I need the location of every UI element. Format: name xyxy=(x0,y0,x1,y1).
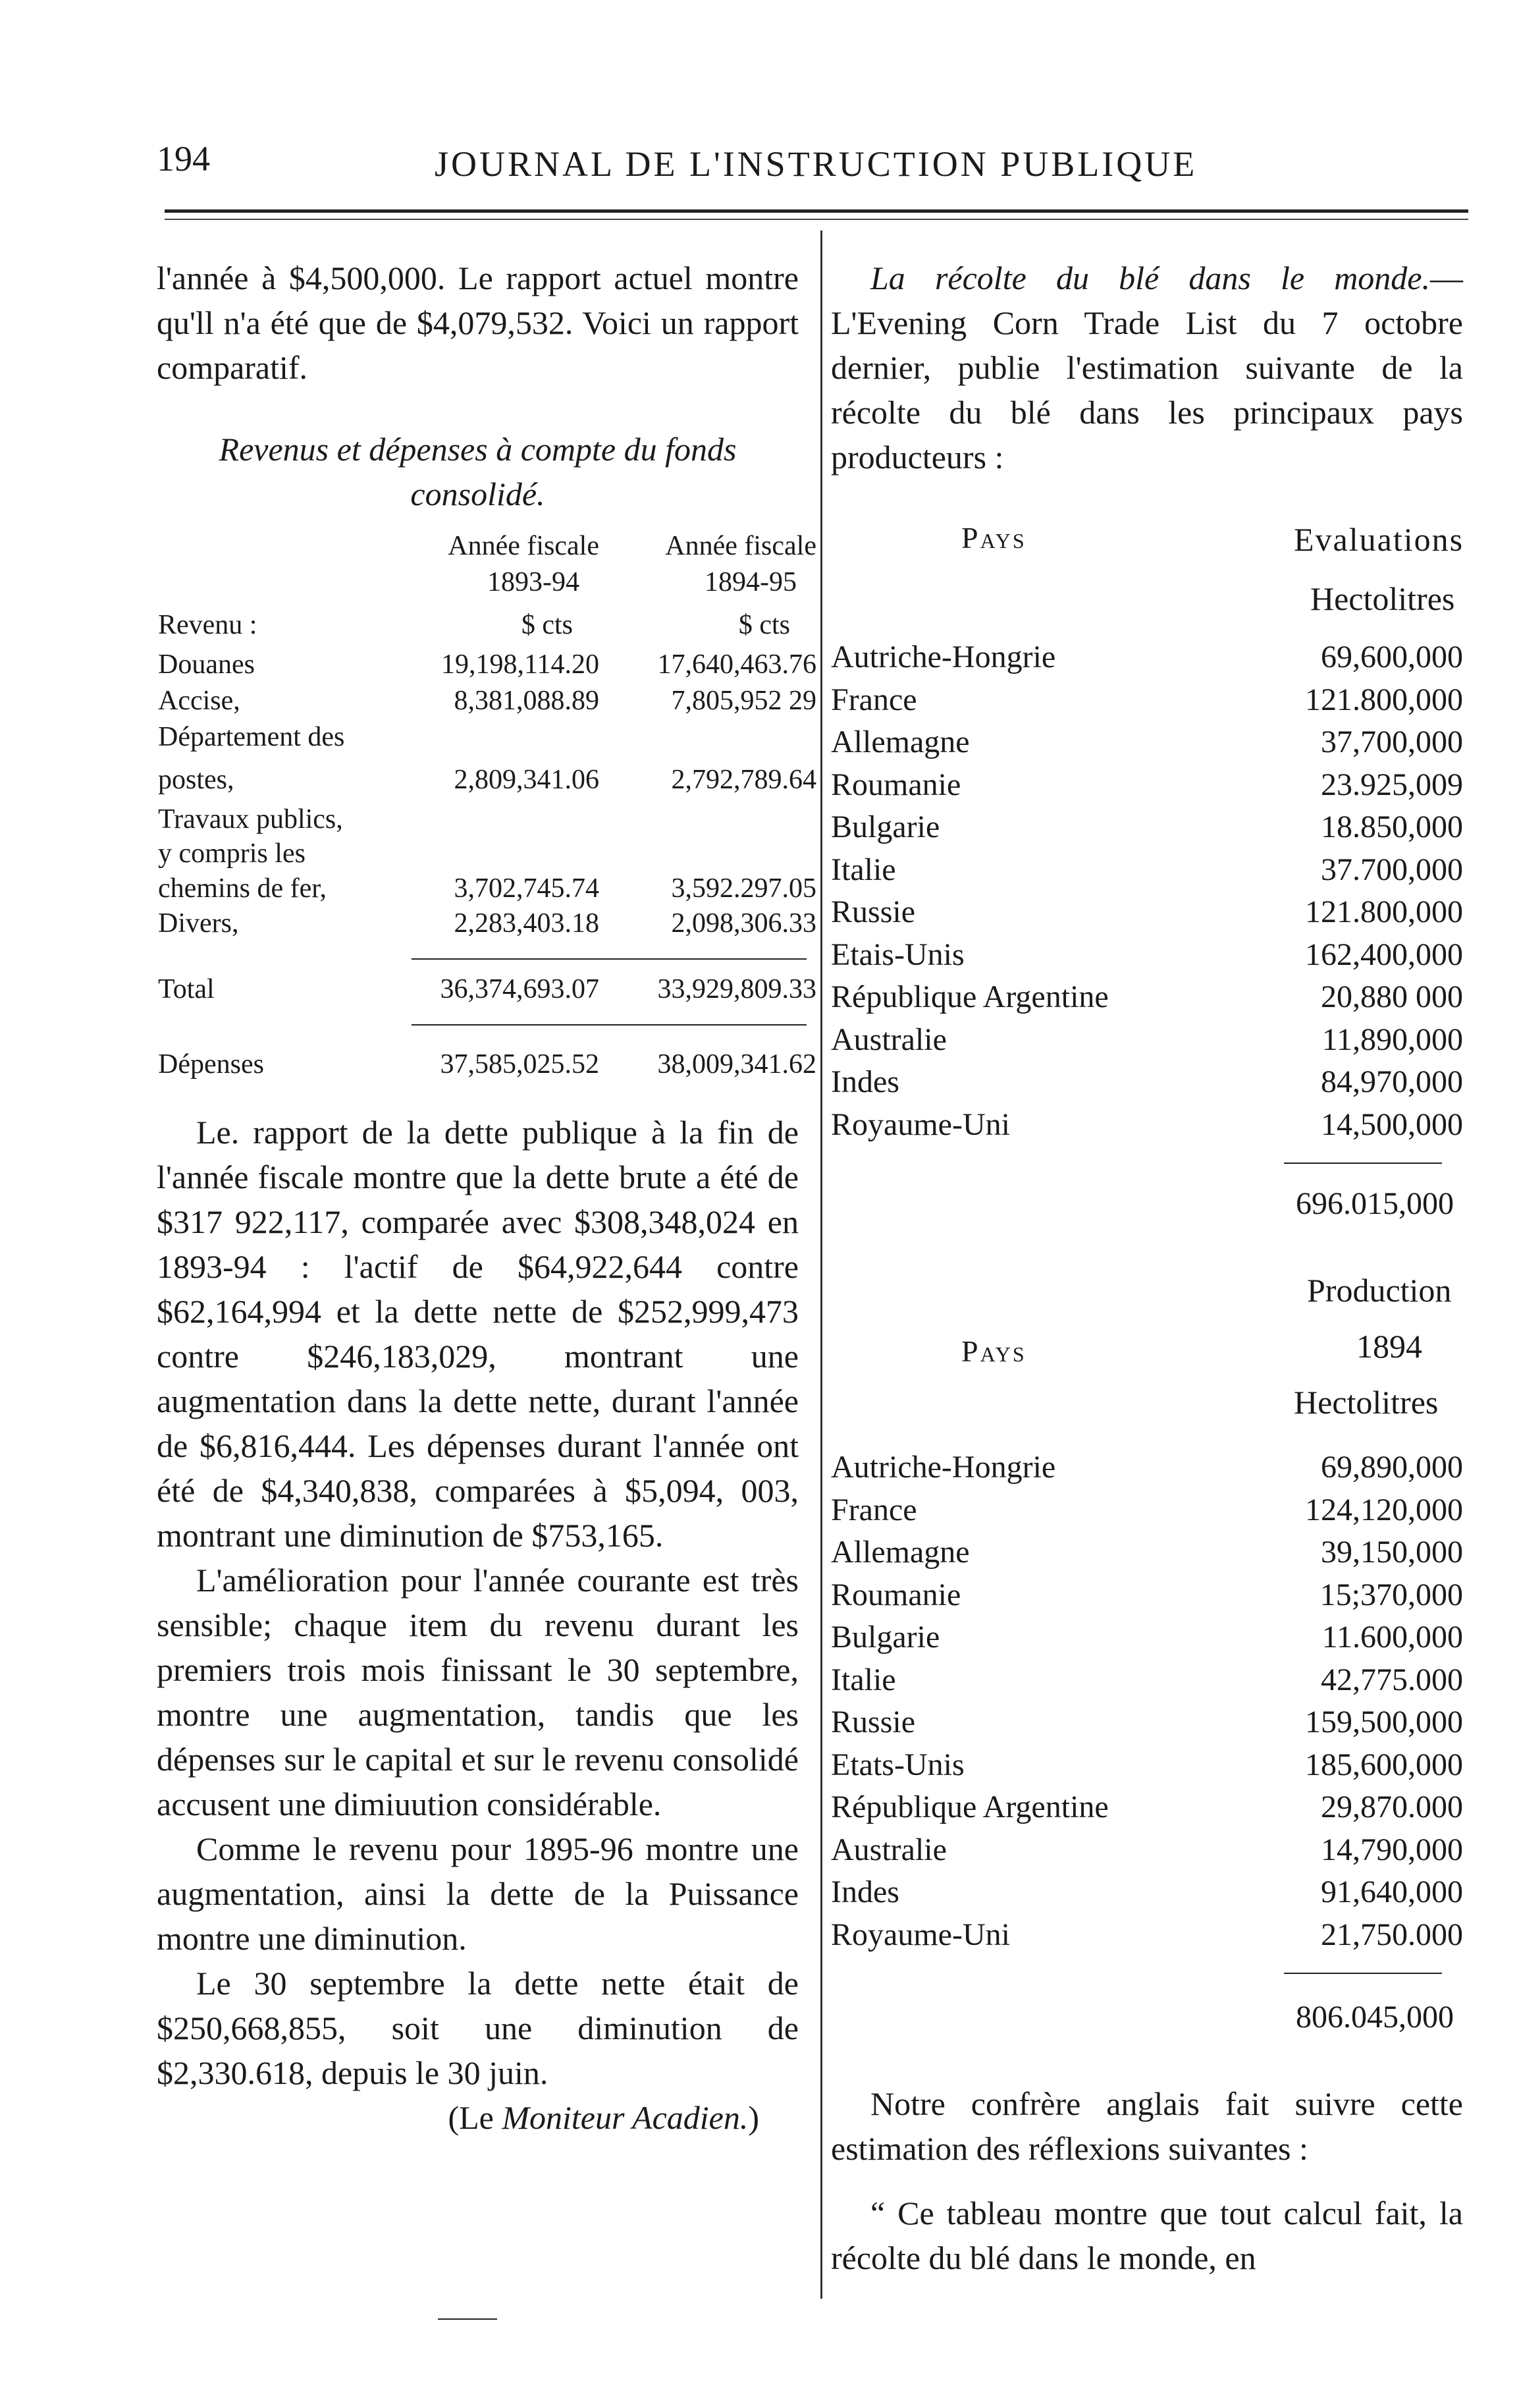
harvest-row xyxy=(831,1107,1463,1149)
harvest-country: Roumanie xyxy=(831,1577,961,1612)
harvest-value: 39,150,000 xyxy=(1321,1535,1463,1570)
source-citation xyxy=(157,2095,799,2140)
revenue-row-label: postes, xyxy=(158,765,234,795)
harvest-row xyxy=(831,1064,1463,1106)
revenue-row-label: Département des xyxy=(158,722,345,752)
t1-total-rule xyxy=(1284,1163,1442,1164)
harvest-country: Royaume-Uni xyxy=(831,1107,1010,1142)
harvest-value: 14,500,000 xyxy=(1321,1107,1463,1142)
harvest-value: 69,890,000 xyxy=(1321,1450,1463,1485)
harvest-value: 42,775.000 xyxy=(1321,1662,1463,1697)
running-title: JOURNAL DE L'INSTRUCTION PUBLIQUE xyxy=(435,144,1198,184)
harvest-row xyxy=(831,809,1463,851)
harvest-value: 23.925,009 xyxy=(1321,767,1463,802)
col2-year: 1894-95 xyxy=(705,567,797,597)
recolte-body: —L'Evening Corn Trade List du 7 octobre dernier, publie l'estimation suivante de la récolte du blé dans les principaux pays producteurs : xyxy=(831,260,1463,476)
amelioration-paragraph: L'amélioration pour l'année courante est très sensible; chaque item du revenu durant les premiers trois mois finissant le 30 septembre, montre une augmentation, tandis que les dépenses sur le capital et sur le revenu consolidé accusent une dimiuution considérable. xyxy=(157,1562,799,1822)
harvest-country: Etais-Unis xyxy=(831,937,965,972)
depenses-v2: 38,009,341.62 xyxy=(657,1049,816,1080)
revenue-row-v2: 7,805,952 29 xyxy=(671,686,816,716)
harvest-row xyxy=(831,937,1463,979)
revenue-row-label: Travaux publics, xyxy=(158,804,343,835)
harvest-row xyxy=(831,767,1463,809)
revenu-paragraph: Comme le revenu pour 1895-96 montre une augmentation, ainsi la dette de la Puissance montre une diminution. xyxy=(157,1830,799,1957)
source-post: ) xyxy=(748,2099,759,2136)
harvest-value: 29,870.000 xyxy=(1321,1790,1463,1824)
right-intro xyxy=(831,256,1463,479)
t1-total: 696.015,000 xyxy=(1296,1186,1454,1221)
harvest-row xyxy=(831,1662,1463,1704)
harvest-row xyxy=(831,979,1463,1021)
revenue-row-v1: 8,381,088.89 xyxy=(454,686,599,716)
t2-total-rule xyxy=(1284,1973,1442,1974)
harvest-value: 18.850,000 xyxy=(1321,809,1463,844)
harvest-country: Etats-Unis xyxy=(831,1747,965,1782)
harvest-row xyxy=(831,639,1463,681)
left-body xyxy=(157,1110,799,2140)
harvest-row xyxy=(831,1747,1463,1789)
table-title xyxy=(157,427,799,516)
harvest-value: 84,970,000 xyxy=(1321,1064,1463,1099)
harvest-country: Allemagne xyxy=(831,1535,970,1570)
harvest-value: 21,750.000 xyxy=(1321,1917,1463,1952)
harvest-row xyxy=(831,1022,1463,1064)
harvest-row xyxy=(831,1534,1463,1576)
harvest-country: Royaume-Uni xyxy=(831,1917,1010,1952)
harvest-country: Australie xyxy=(831,1022,947,1057)
harvest-country: République Argentine xyxy=(831,979,1109,1014)
septembre-paragraph: Le 30 septembre la dette nette était de $250,668,855, soit une diminution de $2,330.618, depuis le 30 juin. xyxy=(157,1965,799,2091)
revenue-row-v1: 3,702,745.74 xyxy=(454,873,599,904)
harvest-country: Italie xyxy=(831,852,896,887)
revenue-row-v1: 2,283,403.18 xyxy=(454,908,599,939)
harvest-value: 20,880 000 xyxy=(1321,979,1463,1014)
revenue-row-v2: 2,792,789.64 xyxy=(671,765,816,795)
depenses-label: Dépenses xyxy=(158,1049,264,1080)
depenses-rule xyxy=(412,1024,807,1026)
t2-val-header: Production xyxy=(1307,1272,1452,1309)
col1-header: Année fiscale xyxy=(448,531,599,561)
harvest-row xyxy=(831,1874,1463,1916)
end-rule xyxy=(438,2318,497,2320)
harvest-value: 37.700,000 xyxy=(1321,852,1463,887)
quote-paragraph: “ Ce tableau montre que tout calcul fait, la récolte du blé dans le monde, en xyxy=(831,2195,1463,2276)
harvest-country: Bulgarie xyxy=(831,1620,940,1655)
harvest-value: 124,120,000 xyxy=(1305,1492,1463,1527)
harvest-row xyxy=(831,1619,1463,1661)
source-title: Moniteur Acadien. xyxy=(502,2099,749,2136)
harvest-country: France xyxy=(831,1492,917,1527)
harvest-country: Roumanie xyxy=(831,767,961,802)
page-number: 194 xyxy=(157,139,210,178)
revenue-row-v1: 19,198,114.20 xyxy=(441,649,599,680)
revenue-row-label: Accise, xyxy=(158,686,240,716)
confrere-paragraph: Notre confrère anglais fait suivre cette estimation des réflexions suivantes : xyxy=(831,2085,1463,2167)
revenue-row-label: chemins de fer, xyxy=(158,873,327,904)
header-rule xyxy=(165,209,1468,213)
harvest-value: 159,500,000 xyxy=(1305,1705,1463,1739)
recolte-title: La récolte du blé dans le monde. xyxy=(870,260,1430,296)
harvest-row xyxy=(831,1832,1463,1874)
t2-total: 806.045,000 xyxy=(1296,2000,1454,2035)
t1-unit: Hectolitres xyxy=(1310,580,1455,617)
revenue-row-v2: 3,592.297.05 xyxy=(671,873,816,904)
revenue-row-v2: 17,640,463.76 xyxy=(657,649,816,680)
harvest-country: Bulgarie xyxy=(831,809,940,844)
dette-paragraph: Le. rapport de la dette publique à la fin de l'année fiscale montre que la dette brute a été de $317 922,117, comparée avec $308,348,024 en 1893-94 : l'actif de $64,922,644 contre $62,164,994 et la dette nette de $252,999,473 contre $246,183,029, montrant une augmentation dans la dette nette, durant l'année de $6,816,444. Les dépenses durant l'année ont été de $4,340,838, comparées à $5,094, 003, montrant une diminution de $753,165. xyxy=(157,1114,799,1554)
revenue-row-label: Douanes xyxy=(158,649,255,680)
right-closing xyxy=(831,2081,1463,2280)
col2-header: Année fiscale xyxy=(665,531,816,561)
t2-year: 1894 xyxy=(1356,1328,1422,1365)
t1-val-header: Evaluations xyxy=(1294,521,1464,558)
harvest-value: 15;370,000 xyxy=(1319,1577,1463,1612)
revenu-label: Revenu : xyxy=(158,610,257,640)
harvest-country: Autriche-Hongrie xyxy=(831,640,1056,674)
harvest-row xyxy=(831,1449,1463,1491)
harvest-value: 162,400,000 xyxy=(1305,937,1463,972)
t1-pays-header: Pays xyxy=(961,521,1026,555)
total-v1: 36,374,693.07 xyxy=(440,974,599,1004)
harvest-row xyxy=(831,1789,1463,1831)
recolte-paragraph xyxy=(831,256,1463,479)
harvest-value: 11.600,000 xyxy=(1321,1620,1463,1655)
harvest-value: 121.800,000 xyxy=(1305,894,1463,929)
unit1: $ cts xyxy=(521,610,573,640)
harvest-country: Indes xyxy=(831,1874,899,1909)
source-pre: (Le xyxy=(448,2099,502,2136)
harvest-country: Italie xyxy=(831,1662,896,1697)
left-intro xyxy=(157,256,799,390)
harvest-row xyxy=(831,852,1463,894)
depenses-v1: 37,585,025.52 xyxy=(440,1049,599,1080)
t2-pays-header: Pays xyxy=(961,1334,1026,1368)
harvest-country: Australie xyxy=(831,1832,947,1867)
harvest-row xyxy=(831,1917,1463,1959)
harvest-country: Allemagne xyxy=(831,725,970,759)
intro-text: l'année à $4,500,000. Le rapport actuel montre qu'll n'a été que de $4,079,532. Voici un rapport comparatif. xyxy=(157,260,799,386)
harvest-country: Russie xyxy=(831,894,916,929)
revenue-row-label: y compris les xyxy=(158,838,306,869)
harvest-row xyxy=(831,894,1463,936)
harvest-row xyxy=(831,1704,1463,1746)
harvest-country: France xyxy=(831,682,917,717)
header-rule-thin xyxy=(165,219,1468,220)
total-label: Total xyxy=(158,974,215,1004)
revenue-row-v1: 2,809,341.06 xyxy=(454,765,599,795)
table-title-text: Revenus et dépenses à compte du fonds consolidé. xyxy=(219,431,737,512)
total-rule xyxy=(412,958,807,960)
revenue-row-v2: 2,098,306.33 xyxy=(671,908,816,939)
harvest-row xyxy=(831,682,1463,724)
harvest-value: 11,890,000 xyxy=(1321,1022,1463,1057)
unit2: $ cts xyxy=(738,610,790,640)
col1-year: 1893-94 xyxy=(487,567,579,597)
harvest-value: 121.800,000 xyxy=(1305,682,1463,717)
harvest-country: Autriche-Hongrie xyxy=(831,1450,1056,1485)
total-v2: 33,929,809.33 xyxy=(657,974,816,1004)
revenue-row-label: Divers, xyxy=(158,908,239,939)
harvest-row xyxy=(831,1577,1463,1619)
harvest-country: Russie xyxy=(831,1705,916,1739)
column-divider xyxy=(820,231,822,2299)
harvest-value: 69,600,000 xyxy=(1321,640,1463,674)
harvest-value: 185,600,000 xyxy=(1305,1747,1463,1782)
harvest-row xyxy=(831,724,1463,766)
harvest-value: 14,790,000 xyxy=(1321,1832,1463,1867)
t2-unit: Hectolitres xyxy=(1294,1384,1439,1421)
harvest-row xyxy=(831,1492,1463,1534)
harvest-value: 91,640,000 xyxy=(1321,1874,1463,1909)
harvest-country: Indes xyxy=(831,1064,899,1099)
harvest-value: 37,700,000 xyxy=(1321,725,1463,759)
harvest-country: République Argentine xyxy=(831,1790,1109,1824)
